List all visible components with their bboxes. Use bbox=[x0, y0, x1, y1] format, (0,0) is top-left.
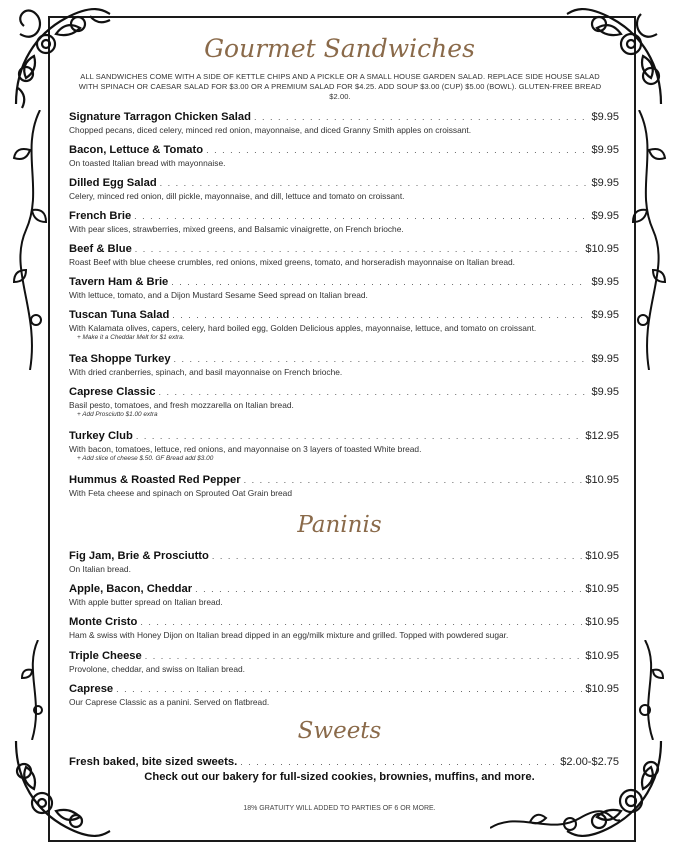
leader-dots bbox=[240, 757, 557, 767]
leader-dots bbox=[244, 475, 583, 485]
menu-item-sweets bbox=[69, 756, 619, 768]
leader-dots bbox=[140, 617, 582, 627]
menu-item-name: Turkey Club bbox=[69, 430, 133, 442]
menu-item-note: + Add slice of cheese $.50. GF Bread add $3.00 bbox=[77, 455, 214, 462]
menu-item-note: + Make it a Cheddar Melt for $1 extra. bbox=[77, 334, 185, 341]
menu-item-description: Celery, minced red onion, dill pickle, mayonnaise, and dill, lettuce and tomato on croissant. bbox=[69, 191, 405, 201]
vine-ornament-left-icon bbox=[10, 110, 50, 370]
menu-item-name: Apple, Bacon, Cheddar bbox=[69, 583, 193, 595]
menu-item-name: Signature Tarragon Chicken Salad bbox=[69, 111, 251, 123]
menu-item-name: Monte Cristo bbox=[69, 616, 138, 628]
menu-item bbox=[69, 210, 619, 234]
menu-item-note: + Add Prosciutto $1.00 extra bbox=[77, 411, 158, 418]
menu-item bbox=[69, 683, 619, 707]
leader-dots bbox=[174, 354, 589, 364]
menu-item-price: $9.95 bbox=[591, 276, 619, 288]
leader-dots bbox=[172, 310, 588, 320]
menu-item bbox=[69, 583, 619, 607]
menu-item-description: On Italian bread. bbox=[69, 564, 131, 574]
menu-item bbox=[69, 550, 619, 574]
menu-item-description: Ham & swiss with Honey Dijon on Italian bread dipped in an egg/milk mixture and grilled. Topped with powdered sugar. bbox=[69, 630, 509, 640]
menu-item-name: Dilled Egg Salad bbox=[69, 177, 157, 189]
menu-item-name: Beef & Blue bbox=[69, 243, 132, 255]
menu-item-description: Provolone, cheddar, and swiss on Italian bread. bbox=[69, 664, 245, 674]
menu-item-name: Triple Cheese bbox=[69, 650, 142, 662]
menu-item-price: $9.95 bbox=[591, 309, 619, 321]
menu-item-description: Chopped pecans, diced celery, minced red onion, mayonnaise, and diced Granny Smith apples on croissant. bbox=[69, 125, 472, 135]
leader-dots bbox=[145, 651, 583, 661]
menu-item-description: With apple butter spread on Italian bread. bbox=[69, 597, 223, 607]
menu-item-price: $10.95 bbox=[585, 650, 619, 662]
bakery-promo-line: Check out our bakery for full-sized cookies, brownies, muffins, and more. bbox=[144, 771, 535, 783]
menu-item bbox=[69, 276, 619, 300]
menu-item-price: $9.95 bbox=[591, 210, 619, 222]
menu-item-name: Bacon, Lettuce & Tomato bbox=[69, 144, 204, 156]
section-title-paninis: Paninis bbox=[297, 512, 382, 538]
section-title-sandwiches: Gourmet Sandwiches bbox=[204, 34, 475, 63]
menu-item-price: $10.95 bbox=[585, 243, 619, 255]
menu-item-description: With dried cranberries, spinach, and basil mayonnaise on French brioche. bbox=[69, 367, 343, 377]
menu-item bbox=[69, 243, 619, 267]
menu-item-description: With Kalamata olives, capers, celery, hard boiled egg, Golden Delicious apples, mayonnaise, lettuce, and tomato on croissant. bbox=[69, 323, 537, 333]
menu-item-price: $10.95 bbox=[585, 550, 619, 562]
menu-item-price: $2.00-$2.75 bbox=[560, 756, 619, 768]
menu-item bbox=[69, 144, 619, 168]
leader-dots bbox=[212, 551, 582, 561]
leader-dots bbox=[160, 178, 589, 188]
menu-item bbox=[69, 177, 619, 201]
menu-item-name: Caprese bbox=[69, 683, 114, 695]
menu-item-name: French Brie bbox=[69, 210, 132, 222]
sandwiches-intro-note: ALL SANDWICHES COME WITH A SIDE OF KETTLE CHIPS AND A PICKLE OR A SMALL HOUSE GARDEN SALAD. REPLACE SIDE HOUSE SALAD WITH SPINACH OR CAESAR SALAD FOR $3.00 OR A PREMIUM SALAD FOR $4.25. ADD SOUP $3.00 (CUP) $5.00 (BOWL). GLUTEN-FREE BREAD $2.00. bbox=[78, 72, 602, 101]
menu-item bbox=[69, 309, 619, 341]
menu-item-price: $10.95 bbox=[585, 616, 619, 628]
leader-dots bbox=[135, 244, 583, 254]
section-title-sweets: Sweets bbox=[297, 718, 382, 744]
menu-item-description: Our Caprese Classic as a panini. Served on flatbread. bbox=[69, 697, 270, 707]
menu-item-price: $9.95 bbox=[591, 144, 619, 156]
menu-item bbox=[69, 430, 619, 462]
menu-item-name: Tuscan Tuna Salad bbox=[69, 309, 170, 321]
menu-item-name: Tea Shoppe Turkey bbox=[69, 353, 171, 365]
leader-dots bbox=[134, 211, 588, 221]
menu-item bbox=[69, 474, 619, 498]
menu-item-description: Basil pesto, tomatoes, and fresh mozzarella on Italian bread. bbox=[69, 400, 294, 410]
menu-item bbox=[69, 616, 619, 640]
menu-item-name: Hummus & Roasted Red Pepper bbox=[69, 474, 241, 486]
leader-dots bbox=[171, 277, 588, 287]
floral-ornament-bottom-left-icon bbox=[6, 731, 116, 841]
menu-item-price: $10.95 bbox=[585, 583, 619, 595]
menu-item-name: Fresh baked, bite sized sweets. bbox=[69, 756, 238, 768]
menu-item bbox=[69, 111, 619, 135]
leader-dots bbox=[136, 431, 583, 441]
leader-dots bbox=[254, 112, 589, 122]
menu-item bbox=[69, 650, 619, 674]
vine-ornament-right-icon bbox=[629, 110, 669, 370]
menu-item-price: $9.95 bbox=[591, 111, 619, 123]
menu-item-price: $12.95 bbox=[585, 430, 619, 442]
menu-item-price: $10.95 bbox=[585, 683, 619, 695]
menu-item-description: With Feta cheese and spinach on Sprouted Oat Grain bread bbox=[69, 488, 293, 498]
gratuity-note: 18% GRATUITY WILL ADDED TO PARTIES OF 6 OR MORE. bbox=[243, 805, 436, 812]
menu-item-description: With pear slices, strawberries, mixed greens, and Balsamic vinaigrette, on French brioche. bbox=[69, 224, 404, 234]
menu-item-name: Caprese Classic bbox=[69, 386, 156, 398]
leader-dots bbox=[158, 387, 588, 397]
leader-dots bbox=[195, 584, 582, 594]
leader-dots bbox=[206, 145, 588, 155]
menu-item-name: Fig Jam, Brie & Prosciutto bbox=[69, 550, 209, 562]
menu-item bbox=[69, 386, 619, 418]
menu-item-description: Roast Beef with blue cheese crumbles, red onions, mixed greens, tomato, and horseradish mayonnaise on Italian bread. bbox=[69, 257, 515, 267]
menu-item bbox=[69, 353, 619, 377]
leader-dots bbox=[116, 684, 582, 694]
menu-item-description: With lettuce, tomato, and a Dijon Mustard Sesame Seed spread on Italian bread. bbox=[69, 290, 368, 300]
menu-item-price: $9.95 bbox=[591, 386, 619, 398]
menu-item-name: Tavern Ham & Brie bbox=[69, 276, 169, 288]
menu-item-description: On toasted Italian bread with mayonnaise. bbox=[69, 158, 226, 168]
menu-item-price: $9.95 bbox=[591, 177, 619, 189]
menu-item-description: With bacon, tomatoes, lettuce, red onions, and mayonnaise on 3 layers of toasted White bread. bbox=[69, 444, 422, 454]
menu-item-price: $10.95 bbox=[585, 474, 619, 486]
menu-item-price: $9.95 bbox=[591, 353, 619, 365]
